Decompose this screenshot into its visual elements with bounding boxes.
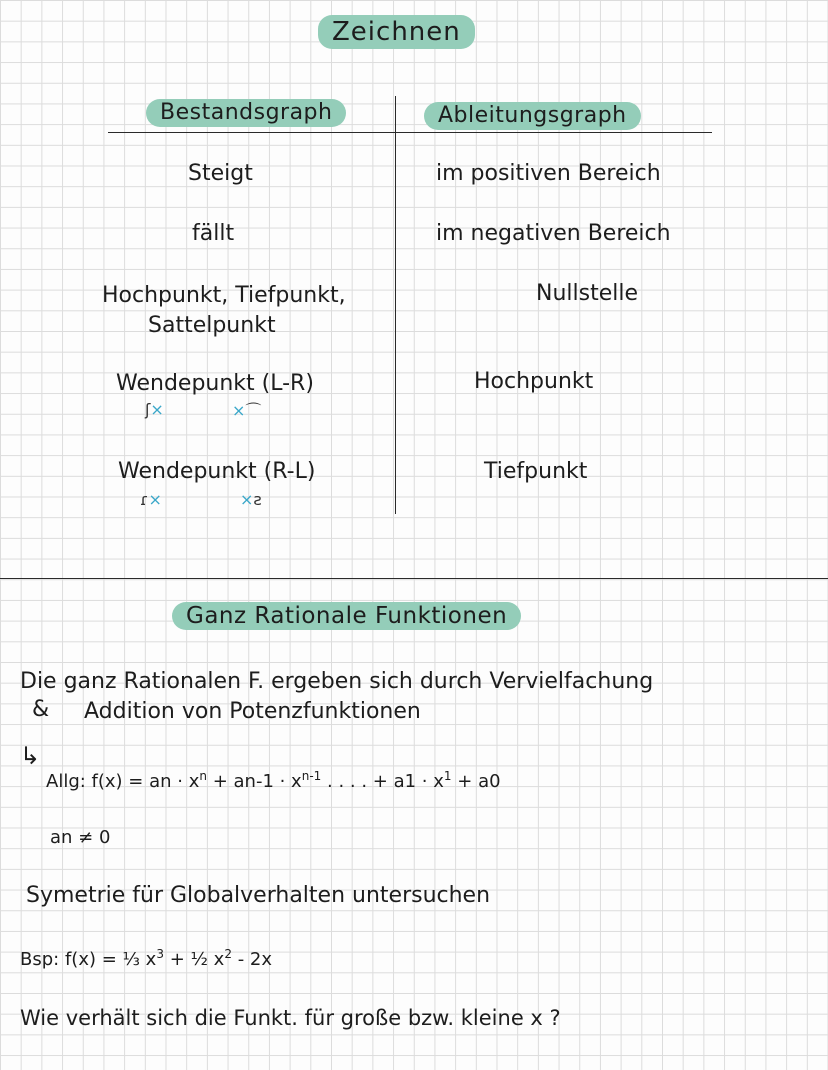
allg-formula-part: f(x) = an · x <box>91 771 200 792</box>
bsp-formula-part: + ½ x <box>163 949 225 970</box>
section-title-zeichnen: Zeichnen <box>318 15 475 49</box>
allg-exponent: 1 <box>443 769 452 783</box>
table-column-divider <box>395 96 396 514</box>
left-cell-sattelpunkt: Sattelpunkt <box>148 313 276 338</box>
bsp-exponent: 2 <box>224 947 232 961</box>
curve-sketch-icon: ×⌒ <box>232 401 262 420</box>
curve-sketch-icon: ɾ× <box>140 490 162 509</box>
symmetry-note: Symetrie für Globalverhalten untersuchen <box>26 883 491 908</box>
right-cell-nullstelle: Nullstelle <box>536 281 639 306</box>
bsp-exponent: 3 <box>156 947 164 961</box>
question: Wie verhält sich die Funkt. für große bzw. kleine x ? <box>20 1006 561 1030</box>
left-cell-wendepunkt-lr: Wendepunkt (L-R) <box>116 371 314 396</box>
left-cell-faellt: fällt <box>192 221 235 246</box>
allg-formula-part: + an-1 · x <box>206 771 302 792</box>
condition: an ≠ 0 <box>50 827 111 848</box>
allg-formula-part: . . . . + a1 · x <box>321 771 444 792</box>
right-cell-tiefpunkt: Tiefpunkt <box>484 459 588 484</box>
section-divider <box>0 578 828 579</box>
right-cell-positiv: im positiven Bereich <box>436 161 661 186</box>
intro-ampersand: & <box>32 697 50 722</box>
right-cell-hochpunkt: Hochpunkt <box>474 369 594 394</box>
arrow-icon: ↳ <box>20 742 41 770</box>
section-title-ganzrationale: Ganz Rationale Funktionen <box>172 602 521 630</box>
bsp-label: Bsp: <box>20 949 60 970</box>
curve-sketch-icon: ×ƨ <box>240 490 262 509</box>
bsp-formula <box>20 942 272 972</box>
bsp-formula-part: f(x) = ⅓ x <box>64 949 157 970</box>
allg-label: Allg: <box>46 771 86 792</box>
curve-sketch-icon: ʃ× <box>145 400 164 419</box>
intro-line-2: Addition von Potenzfunktionen <box>84 699 421 724</box>
header-ableitungsgraph: Ableitungsgraph <box>424 102 641 130</box>
header-bestandsgraph: Bestandsgraph <box>146 99 346 127</box>
allg-exponent: n-1 <box>301 769 322 783</box>
left-cell-wendepunkt-rl: Wendepunkt (R-L) <box>118 459 316 484</box>
intro-line-1: Die ganz Rationalen F. ergeben sich durch Vervielfachung <box>20 669 654 694</box>
allg-exponent: n <box>199 769 207 783</box>
allg-formula <box>46 764 501 794</box>
left-cell-extrempunkte: Hochpunkt, Tiefpunkt, <box>102 283 346 308</box>
left-cell-steigt: Steigt <box>188 161 253 186</box>
right-cell-negativ: im negativen Bereich <box>436 221 671 246</box>
table-header-divider <box>108 132 712 133</box>
bsp-formula-part: - 2x <box>231 949 273 970</box>
allg-formula-part: + a0 <box>451 771 501 792</box>
